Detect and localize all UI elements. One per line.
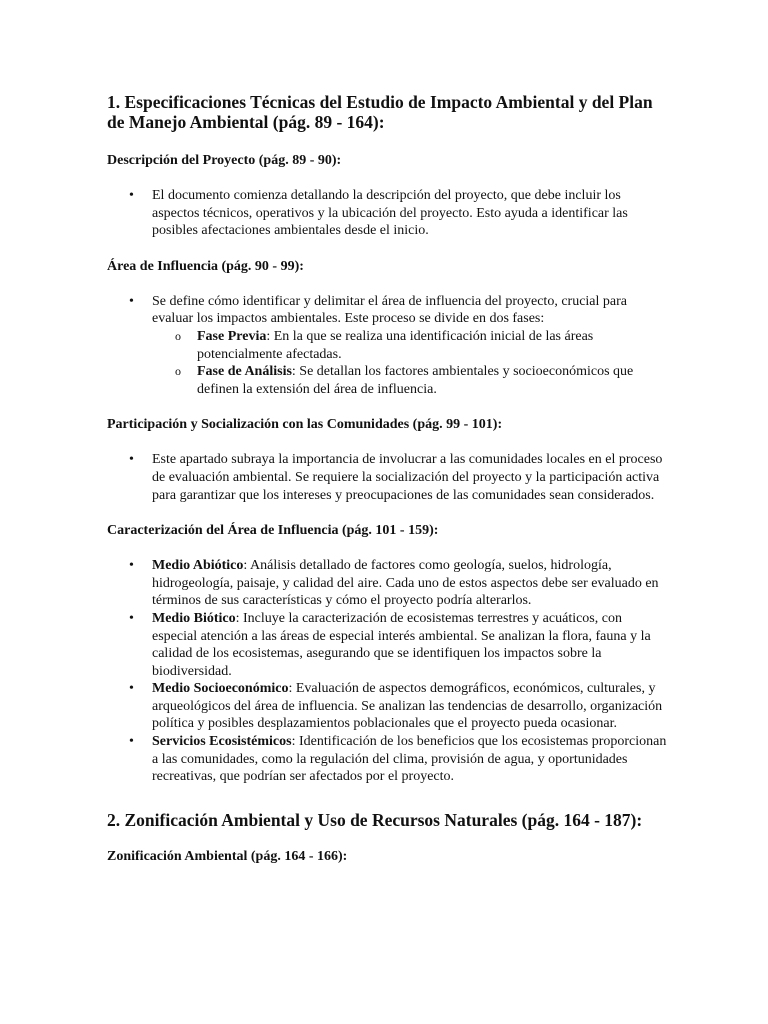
sub-bullet-item [152,363,667,398]
bullet-term: Medio Biótico [152,610,236,626]
bullet-item [107,293,667,399]
subsection-heading: Zonificación Ambiental (pág. 164 - 166): [107,848,348,864]
sub-bullet-item [152,328,667,363]
bullet-term: Servicios Ecosistémicos [152,734,292,750]
bullet-text: : Evaluación de aspectos demográficos, económicos, culturales, y arqueológicos del área de influencia. Se analizan las tendencias de desarrollo, organización política y posibles desplazamientos poblacionales que el proyecto pueda ocasionar. [152,681,663,732]
subsection-heading: Participación y Socialización con las Comunidades (pág. 99 - 101): [107,417,503,433]
subsection-heading: Descripción del Proyecto (pág. 89 - 90): [107,153,342,168]
subsection-heading: Caracterización del Área de Influencia (pág. 101 - 159): [107,523,439,539]
bullet-text: Se define cómo identificar y delimitar el área de influencia del proyecto, crucial para evaluar los impactos ambientales. Este proceso se divide en dos fases: [152,293,627,327]
bullet-item [107,680,667,733]
bullet-item [107,451,667,504]
bullet-item [107,733,667,786]
sub-bullet-text: : Se detallan los factores ambientales y socioeconómicos que definen la extensión del área de influencia. [197,364,634,397]
bullet-list [107,187,667,240]
bullet-list [107,293,667,399]
bullet-list [107,557,667,786]
bullet-text: : Análisis detallado de factores como geología, suelos, hidrología, hidrogeología, paisaje, y calidad del aire. Cada uno de estos aspectos debe ser evaluado en términos de sus características y cómo el proyecto podría alterarlos. [152,558,659,609]
sub-bullet-text: : En la que se realiza una identificación inicial de las áreas potencialmente afectadas. [197,328,594,362]
sub-bullet-list [152,328,667,398]
bullet-item [107,187,667,240]
document-body [107,92,667,883]
bullet-text: : Incluye la caracterización de ecosistemas terrestres y acuáticos, con especial atención a las áreas de especial interés ambiental. Se analizan la flora, fauna y la calidad de los ecosistemas, asegurando que se identifiquen los impactos sobre la biodiversidad. [152,610,651,679]
bullet-item [107,610,667,680]
bullet-term: Medio Socioeconómico [152,681,289,697]
bullet-term: Medio Abiótico [152,558,244,574]
bullet-list [107,451,667,504]
bullet-text: El documento comienza detallando la descripción del proyecto, que debe incluir los aspectos técnicos, operativos y la ubicación del proyecto. Esto ayuda a identificar las posibles afectaciones ambientales desde el inicio. [152,188,628,239]
section-1-title: 1. Especificaciones Técnicas del Estudio de Impacto Ambiental y del Plan de Manejo Ambiental (pág. 89 - 164): [107,92,653,132]
section-2-title: 2. Zonificación Ambiental y Uso de Recursos Naturales (pág. 164 - 187): [107,809,643,830]
subsection-heading: Área de Influencia (pág. 90 - 99): [107,258,304,274]
sub-bullet-term: Fase de Análisis [197,364,292,380]
sub-bullet-term: Fase Previa [197,328,267,344]
bullet-item [107,557,667,610]
bullet-text: : Identificación de los beneficios que los ecosistemas proporcionan a las comunidades, como la regulación del clima, provisión de agua, y oportunidades recreativas, que podrían ser afectados por el proyecto. [152,734,667,785]
bullet-text: Este apartado subraya la importancia de involucrar a las comunidades locales en el proceso de evaluación ambiental. Se requiere la socialización del proyecto y la participación activa para garantizar que los intereses y preocupaciones de las comunidades sean considerados. [152,452,663,503]
